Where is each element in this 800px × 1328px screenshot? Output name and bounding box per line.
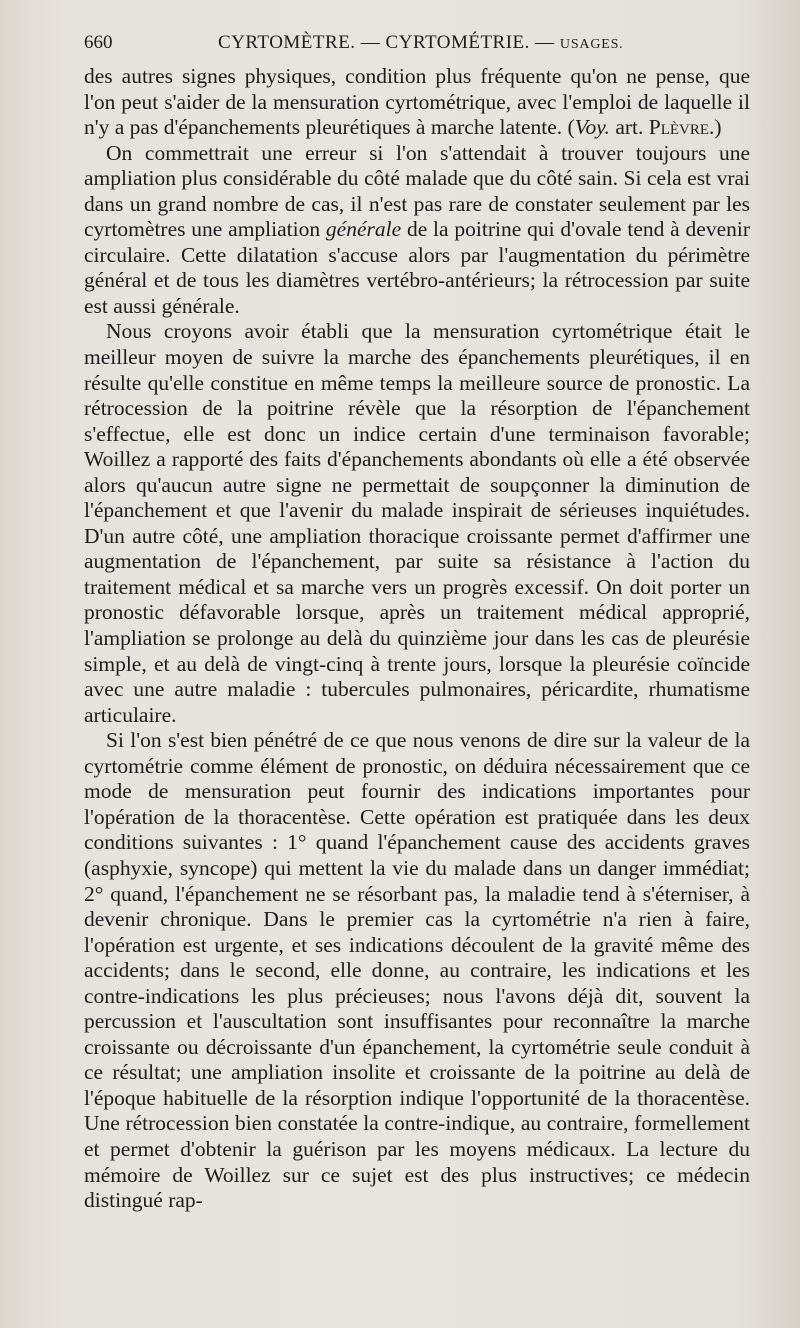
running-title <box>218 32 623 54</box>
cross-reference-target: Plèvre <box>648 115 710 140</box>
cross-reference-voy: Voy. <box>574 115 610 140</box>
paragraph-2-text: On commettrait une erreur si l'on s'attendait à trouver toujours une ampliation plus considérable du côté malade que du côté sain. Si cela est vrai dans un grand nombre de cas, il n'est pas rare de constater seulement par les cyrtomètres une ampliation <box>84 140 750 242</box>
running-header <box>84 32 750 62</box>
emphasized-word: générale <box>325 217 402 242</box>
body-text <box>84 64 750 1214</box>
running-title-main: CYRTOMÈTRE. — CYRTOMÉTRIE. — <box>218 32 560 53</box>
page-number: 660 <box>84 32 113 53</box>
paragraph-2-tail: de la poitrine qui d'ovale tend à devenir circulaire. Cette dilatation s'accuse alors par l'augmentation du périmètre général et de tous les diamètres vertébro-antérieurs; la rétrocession par suite est aussi générale. <box>84 217 750 318</box>
cross-reference <box>575 115 709 139</box>
cross-reference-art: art. <box>609 115 649 140</box>
paragraph-4: Si l'on s'est bien pénétré de ce que nous venons de dire sur la valeur de la cyrtométrie comme élément de pronostic, on déduira nécessairement que ce mode de mensuration peut fournir des indications importantes pour l'opération de la thoracentèse. Cette opération est pratiquée dans les deux conditions suivantes : 1° quand l'épanchement cause des accidents graves (asphyxie, syncope) qui mettent la vie du malade dans un danger immédiat; 2° quand, l'épanchement ne se résorbant pas, la maladie tend à s'éterniser, à devenir chronique. Dans le premier cas la cyrtométrie n'a rien à faire, l'opération est urgente, et ses indications découlent de la gravité même des accidents; dans le second, elle donne, au contraire, les indications et les contre-indications les plus précieuses; nous l'avons déjà dit, souvent la percussion et l'auscultation sont insuffisantes pour reconnaître la marche croissante ou décroissante d'un épanchement, la cyrtométrie seule conduit à ce résultat; une ampliation insolite et croissante de la poitrine au delà de l'époque habituelle de la résorption indique l'opportunité de la thoracentèse. Une rétrocession bien constatée la contre-indique, au contraire, formellement et permet d'obtenir la guérison par les moyens médicaux. La lecture du mémoire de Woillez sur ce sujet est des plus instructives; ce médecin distingué rap- <box>84 728 750 1213</box>
paragraph-2 <box>84 141 750 320</box>
paragraph-1-text: des autres signes physiques, condition plus fréquente qu'on ne pense, que l'on peut s'aider de la mensuration cyrtométrique, avec l'emploi de laquelle il n'y a pas d'épanchements pleurétiques à marche latente. ( <box>84 64 750 140</box>
paragraph-1-tail: .) <box>709 115 722 140</box>
running-title-section: USAGES. <box>559 37 624 52</box>
paragraph-3: Nous croyons avoir établi que la mensuration cyrtométrique était le meilleur moyen de suivre la marche des épanchements pleurétiques, il en résulte qu'elle constitue en même temps la meilleure source de pronostic. La rétrocession de la poitrine révèle que la résorption de l'épanchement s'effectue, elle est donc un indice certain d'une terminaison favorable; Woillez a rapporté des faits d'épanchements abondants où elle a été observée alors qu'aucun autre signe ne permettait de soupçonner la diminution de l'épanchement et que l'avenir du malade inspirait de sérieuses inquiétudes. D'un autre côté, une ampliation thoracique croissante permet d'affirmer une augmentation de l'épanchement, par suite sa résistance à l'action du traitement médical et sa marche vers un progrès excessif. On doit porter un pronostic défavorable lorsque, après un traitement médical approprié, l'ampliation se prolonge au delà du quinzième jour dans les cas de pleurésie simple, et au delà de vingt-cinq à trente jours, lorsque la pleurésie coïncide avec une autre maladie : tubercules pulmonaires, péricardite, rhumatisme articulaire. <box>84 319 750 727</box>
paragraph-1 <box>84 64 750 141</box>
